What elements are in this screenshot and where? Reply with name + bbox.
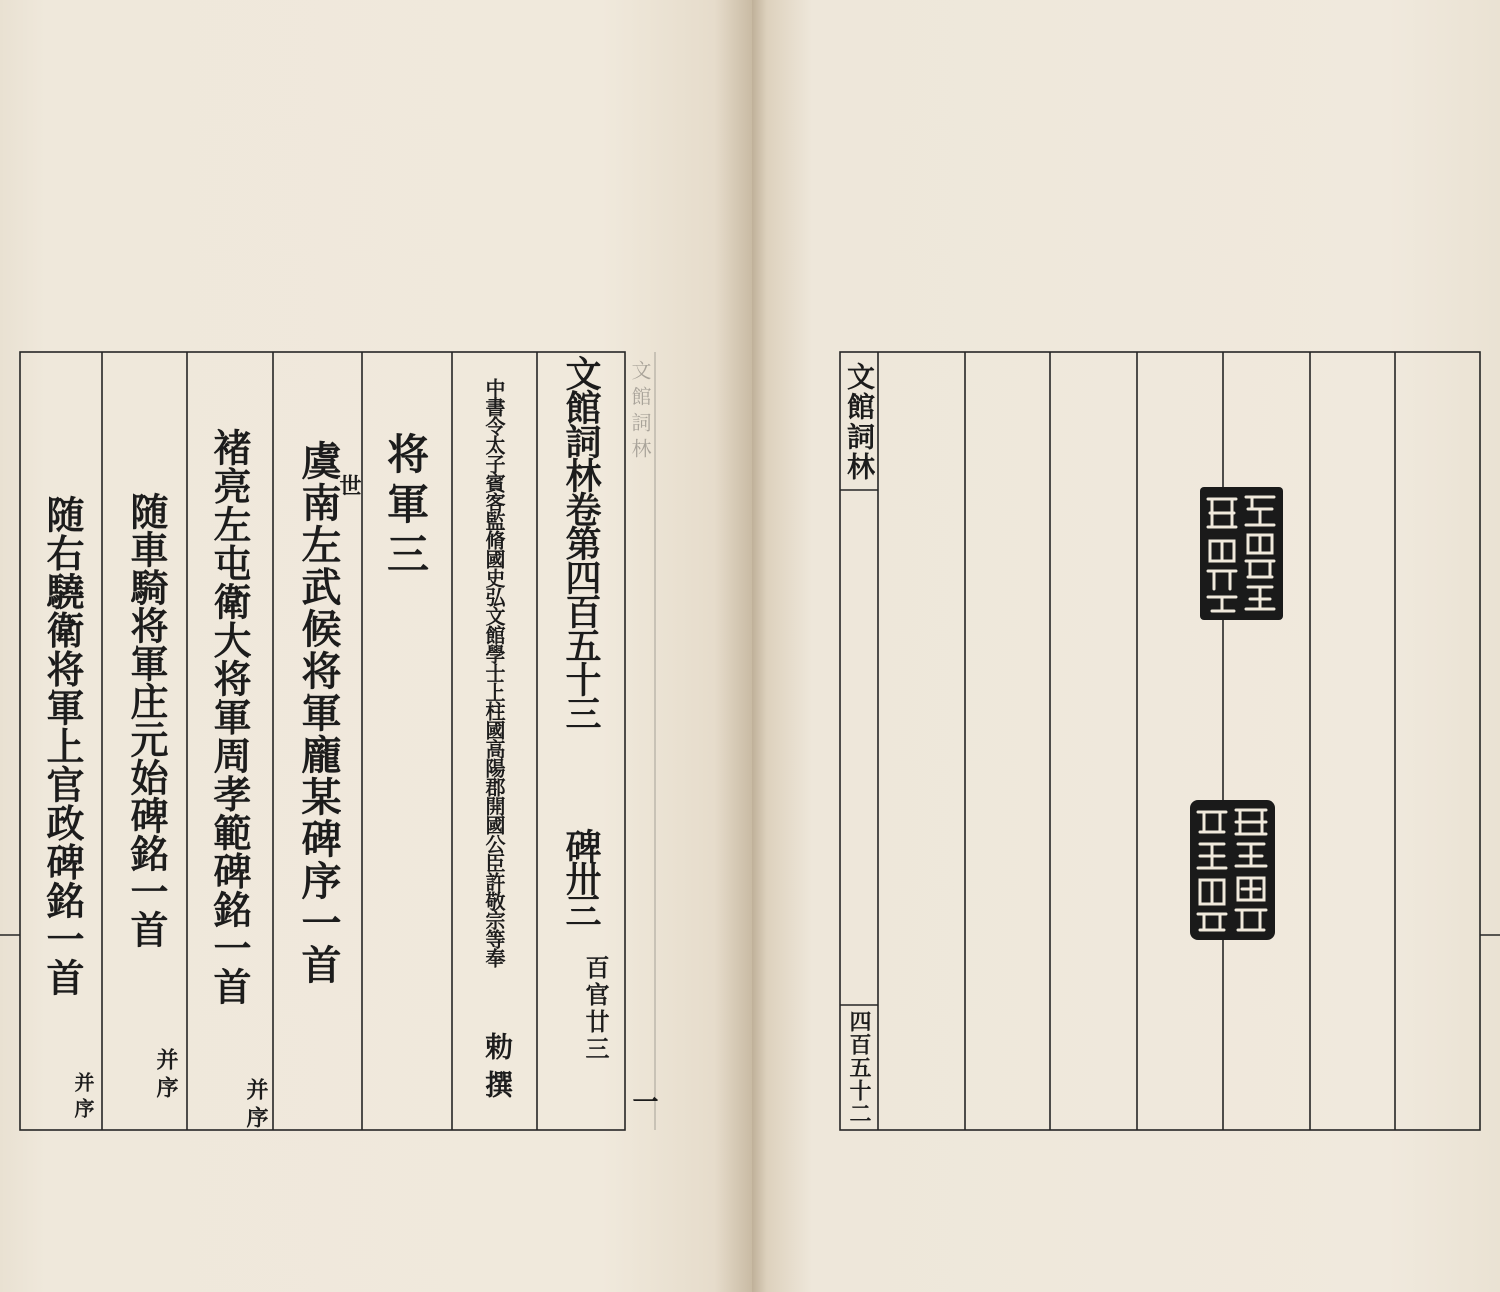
- left-margin-title: 文館詞林: [628, 360, 652, 464]
- left-folio-number: 一: [628, 1088, 658, 1114]
- volume-title: 文館詞林卷第四百五十三: [560, 355, 602, 729]
- compiler-attribution: 中書令太子賓客監脩國史弘文館學士上柱國高陽郡開國公臣許敬宗等奉: [482, 378, 506, 967]
- right-margin-title: 文館詞林: [843, 362, 876, 482]
- entry-title: 随車騎将軍庄元始碑銘一首: [124, 492, 169, 948]
- entry-title: 随右驍衛将軍上官政碑銘一首: [40, 495, 85, 997]
- entry-title: 褚亮左屯衛大将軍周孝範碑銘一首: [207, 428, 252, 1006]
- collector-seal-icon: [1200, 487, 1283, 620]
- section-heading: 将軍三: [381, 432, 430, 582]
- entry-title: 虞南左武候将軍龐某碑序一首: [295, 440, 342, 986]
- entry-note: 并序: [71, 1072, 95, 1124]
- volume-category: 碑卅三: [560, 828, 602, 924]
- entry-insertion-mark: 世: [336, 474, 362, 496]
- entry-note: 并序: [153, 1048, 179, 1104]
- right-folio-number: 四百五十二: [846, 1010, 872, 1125]
- right-page-frame: [840, 352, 1480, 1130]
- volume-subcategory: 百官廿三: [581, 955, 610, 1063]
- collector-seal-icon: [1190, 800, 1275, 940]
- entry-note: 并序: [243, 1078, 269, 1134]
- imperial-command: 勅撰: [481, 1032, 514, 1108]
